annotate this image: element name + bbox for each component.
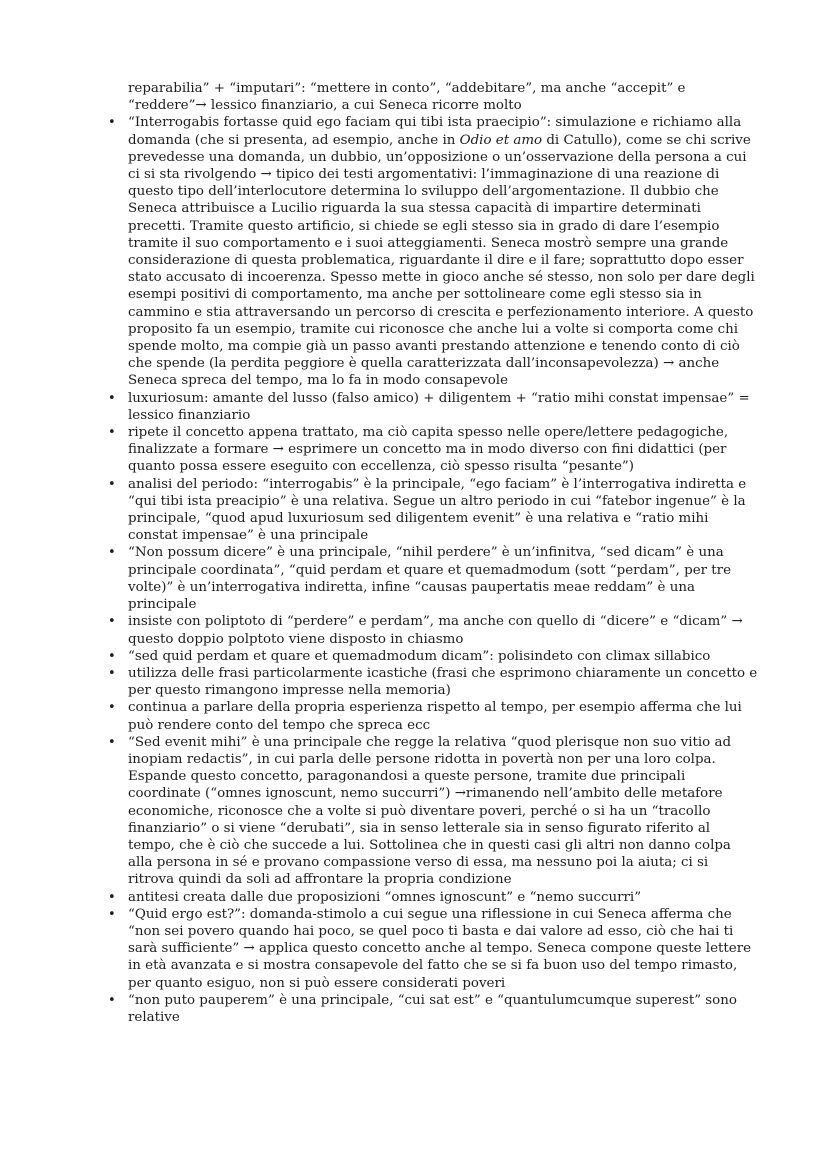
note-text: [128, 992, 758, 1026]
list-item: [108, 114, 758, 389]
list-item: [108, 734, 758, 889]
italic-title: Odio et amo: [459, 132, 543, 148]
list-item: [108, 544, 758, 613]
bullet-icon: •: [108, 648, 116, 664]
note-text: [128, 665, 758, 699]
bullet-icon: •: [108, 889, 116, 905]
bullet-icon: •: [108, 700, 116, 716]
bullet-icon: •: [108, 614, 116, 630]
note-text-part: continua a parlare della propria esperienza rispetto al tempo, per esempio afferma che lui può rendere conto del tempo che spreca ecc: [128, 700, 742, 733]
note-text: [128, 390, 758, 424]
bullet-icon: •: [108, 390, 116, 406]
bullet-icon: •: [108, 665, 116, 681]
list-item: [108, 390, 758, 424]
note-text-part: utilizza delle frasi particolarmente icastiche (frasi che esprimono chiaramente un concetto e per questo rimangono impresse nella memoria): [128, 665, 758, 699]
note-text: [128, 906, 758, 992]
note-text-part: “Non possum dicere” è una principale, “nihil perdere” è un’infinitva, “sed dicam” è una principale coordinata”, “quid perdam et quare et quemadmodum (sott “perdam”, per tre volte)” è un’interrogativa indiretta, infine “causas paupertatis meae reddam” è una principale: [128, 545, 732, 613]
note-text-part: insiste con poliptoto di “perdere” e perdam”, ma anche con quello di “dicere” e “dicam” → questo doppio polptoto viene disposto in chiasmo: [128, 614, 743, 647]
bullet-icon: •: [108, 992, 116, 1008]
bullet-icon: •: [108, 734, 116, 750]
list-item: [108, 906, 758, 992]
notes-list: [108, 114, 758, 1026]
note-text: [128, 699, 758, 733]
note-text-part: “non puto pauperem” è una principale, “cui sat est” e “quantulumcumque superest” sono relative: [128, 992, 737, 1025]
note-text-part: “Sed evenit mihi” è una principale che regge la relativa “quod plerisque non suo vitio ad inopiam redactis”, in cui parla delle persone ridotta in povertà non per una loro colpa. Espande questo concetto, paragonandosi a queste persone, tramite due principali coordinate (“omnes ignoscunt, nemo succurri”) →rimanendo nell’ambito delle metafore economiche, riconosce che a volte si può diventare poveri, perché o si ha un “tracollo finanziario” o si viene “derubati”, sia in senso letterale sia in senso figurato riferito al tempo, che è ciò che succede a lui. Sottolinea che in questi casi gli altri non danno colpa alla persona in sé e provano compassione verso di essa, ma nessuno poi la aiuta; ci si ritrova quindi da soli ad affrontare la propria condizione: [128, 734, 732, 888]
note-text: [128, 613, 758, 647]
list-item: [108, 648, 758, 665]
note-text: [128, 544, 758, 613]
note-text-part: ripete il concetto appena trattato, ma ciò capita spesso nelle opere/lettere pedagogiche, finalizzate a formare → esprimere un concetto ma in modo diverso con fini didattici (per quanto possa essere eseguito con eccellenza, ciò spesso risulta “pesante”): [128, 425, 729, 475]
note-text-part: luxuriosum: amante del lusso (falso amico) + diligentem + “ratio mihi constat impensae” = lessico finanziario: [128, 390, 750, 423]
note-text-part: “Quid ergo est?”: domanda-stimolo a cui segue una riflessione in cui Seneca afferma che “non sei povero quando hai poco, se quel poco ti basta e dai valore ad esso, ciò che hai ti sarà sufficiente” → applica questo concetto anche al tempo. Seneca compone queste lettere in età avanzata e si mostra consapevole del fatto che se si fa buon uso del tempo rimasto, per quanto esiguo, non si può essere considerati poveri: [128, 906, 752, 991]
note-text: [128, 889, 758, 906]
list-item: [108, 424, 758, 476]
list-item: [108, 613, 758, 647]
list-item: [108, 665, 758, 699]
continued-paragraph: reparabilia” + “imputari”: “mettere in conto”, “addebitare”, ma anche “accepit” e “reddere”→ lessico finanziario, a cui Seneca ricorre molto: [128, 81, 686, 114]
note-text: [128, 734, 758, 889]
note-text-part: di Catullo), come se chi scrive prevedesse una domanda, un dubbio, un’opposizione o un’osservazione della persona a cui ci si sta rivolgendo → tipico dei testi argomentativi: l’immaginazione di una reazione di questo tipo dell’interlocutore determina lo sviluppo dell’argomentazione. Il dubbio che Seneca attribuisce a Lucilio riguarda la sua stessa capacità di impartire determinati precetti. Tramite questo artificio, si chiede se egli stesso sia in grado di dare l’esempio tramite il suo comportamento e i suoi atteggiamenti. Seneca mostrò sempre una grande considerazione di questa problematica, riguardante il dire e il fare; soprattutto dopo esser stato accusato di incoerenza. Spesso mette in gioco anche sé stesso, non solo per dare degli esempi positivi di comportamento, ma anche per sottolineare come egli stesso sia in cammino e stia attraversando un percorso di crescita e perfezionamento interiore. A questo proposito fa un esempio, tramite cui riconosce che anche lui a volte si comporta come chi spende molto, ma compie già un passo avanti prestando attenzione e tenendo conto di ciò che spende (la perdita peggiore è quella caratterizzata dall’inconsapevolezza) → anche Seneca spreca del tempo, ma lo fa in modo consapevole: [128, 132, 755, 389]
note-text-part: antitesi creata dalle due proposizioni “omnes ignoscunt” e “nemo succurri”: [128, 889, 642, 905]
bullet-icon: •: [108, 425, 116, 441]
list-item: [108, 889, 758, 906]
note-text-part: “Interrogabis fortasse quid ego faciam qui tibi ista praecipio”: simulazione e richiamo alla domanda (che si presenta, ad esempio, anche in: [128, 115, 742, 148]
list-item: [108, 992, 758, 1026]
bullet-icon: •: [108, 906, 116, 922]
bullet-icon: •: [108, 545, 116, 561]
bullet-icon: •: [108, 115, 116, 131]
bullet-icon: •: [108, 476, 116, 492]
list-item: [108, 476, 758, 545]
list-item: [108, 699, 758, 733]
notes-content: [108, 80, 758, 1026]
note-text: [128, 114, 758, 389]
note-text: [128, 648, 758, 665]
note-text: [128, 424, 758, 476]
note-text-part: analisi del periodo: “interrogabis” è la principale, “ego faciam” è l’interrogativa indiretta e “qui tibi ista preacipio” è una relativa. Segue un altro periodo in cui “fatebor ingenue” è la principale, “quod apud luxuriosum sed diligentem evenit” è una relativa e “ratio mihi constat impensae” è una principale: [128, 476, 747, 544]
note-text: [128, 476, 758, 545]
note-text-part: “sed quid perdam et quare et quemadmodum dicam”: polisindeto con climax sillabico: [128, 648, 711, 664]
